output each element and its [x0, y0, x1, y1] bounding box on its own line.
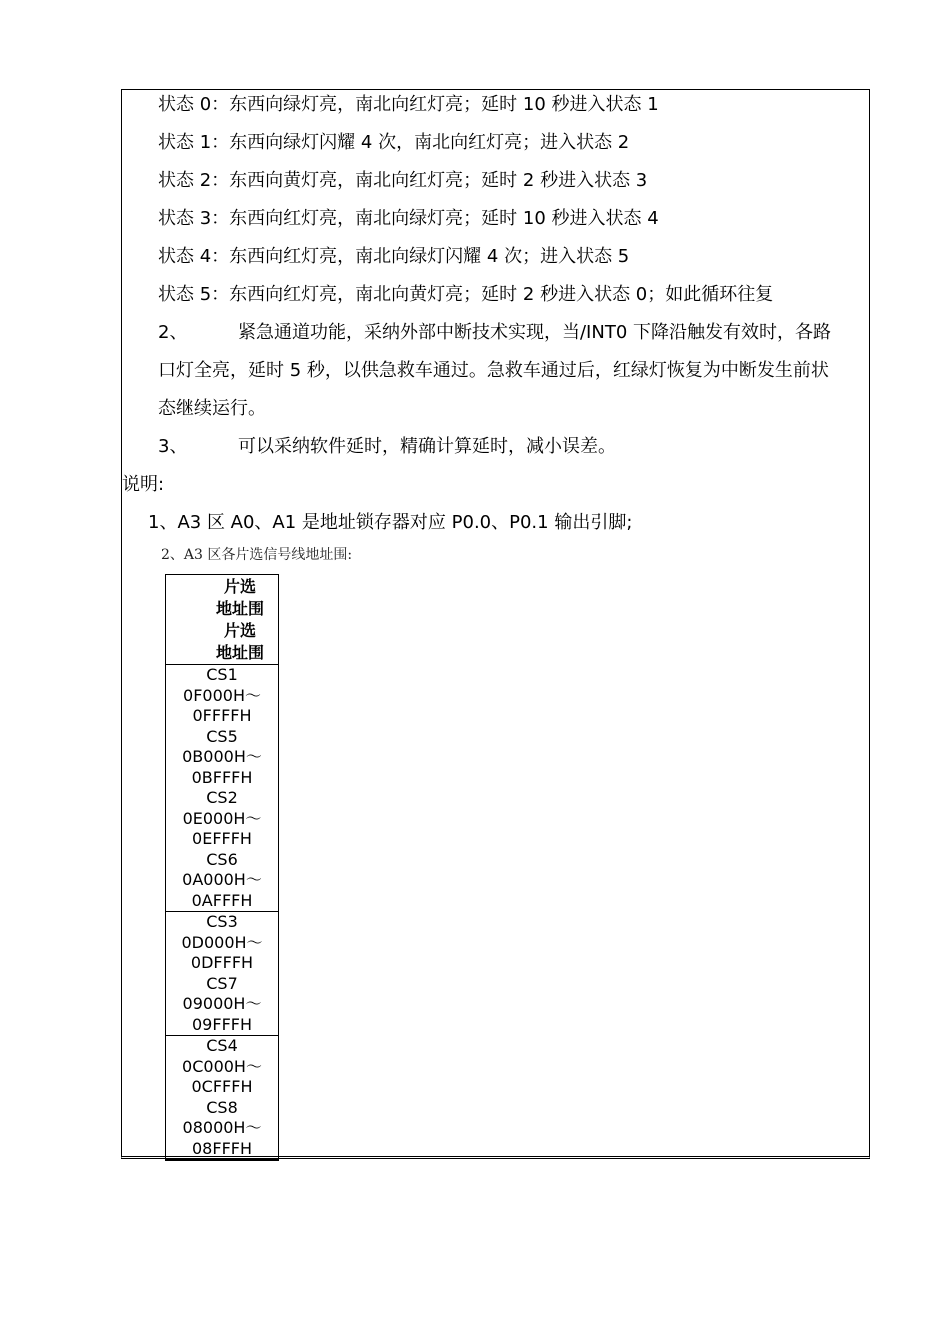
item-3-number: 3、 [158, 436, 188, 457]
table-cell [166, 912, 278, 1036]
header-chip-select: 片选 [224, 577, 257, 596]
cell-text: CS1 [206, 665, 238, 684]
cell-text: 09000H～ [182, 994, 262, 1013]
notes-heading: 说明: [122, 474, 165, 495]
cell-text: CS5 [206, 726, 238, 746]
cell-text: 08FFFH [192, 1138, 252, 1158]
cell-text: 0EFFFH [192, 829, 252, 848]
cell-text: 0DFFFH [190, 953, 254, 972]
table-cell [166, 665, 278, 912]
cell-text: CS2 [206, 788, 238, 807]
item-2-line-3: 态继续运行。 [158, 398, 266, 419]
cell-text: CS7 [206, 973, 238, 993]
cell-text: 0BFFFH [191, 767, 253, 787]
state-0-line: 状态 0：东西向绿灯亮，南北向红灯亮；延时 10 秒进入状态 1 [158, 94, 659, 115]
header-chip-select-2: 片选 [224, 621, 257, 640]
note-1: 1、A3 区 A0、A1 是地址锁存器对应 P0.0、P0.1 输出引脚; [148, 512, 633, 533]
item-3-text: 可以采纳软件延时，精确计算延时，减小误差。 [238, 436, 616, 457]
item-2-line-1: 紧急通道功能，采纳外部中断技术实现，当/INT0 下降沿触发有效时，各路 [238, 322, 832, 343]
note-2: 2、A3 区各片选信号线地址围: [161, 547, 353, 563]
cell-text: 0E000H～ [182, 808, 262, 828]
state-2-line: 状态 2：东西向黄灯亮，南北向红灯亮；延时 2 秒进入状态 3 [158, 170, 648, 191]
cell-text: 0D000H～ [181, 932, 263, 952]
cell-text: 08000H～ [182, 1118, 262, 1137]
state-3-line: 状态 3：东西向红灯亮，南北向绿灯亮；延时 10 秒进入状态 4 [158, 208, 659, 229]
cell-text: 0CFFFH [191, 1077, 253, 1096]
cell-text: 09FFFH [192, 1014, 252, 1034]
cell-text: 0F000H～ [183, 685, 261, 705]
header-address-range: 地址围 [216, 599, 265, 618]
item-2-line-2: 口灯全亮，延时 5 秒，以供急救车通过。急救车通过后，红绿灯恢复为中断发生前状 [158, 360, 829, 381]
address-table [165, 574, 279, 1161]
state-4-line: 状态 4：东西向红灯亮，南北向绿灯闪耀 4 次；进入状态 5 [158, 246, 630, 267]
cell-text: 0B000H～ [182, 747, 262, 766]
table-header [166, 575, 278, 665]
cell-text: 0FFFFH [192, 706, 252, 725]
item-2-number: 2、 [158, 322, 188, 343]
cell-text: CS6 [206, 849, 238, 869]
state-5-line: 状态 5：东西向红灯亮，南北向黄灯亮；延时 2 秒进入状态 0；如此循环往复 [158, 284, 774, 305]
header-address-range-2: 地址围 [216, 643, 265, 662]
table-cell [166, 1036, 278, 1159]
cell-text: 0A000H～ [182, 870, 262, 889]
cell-text: 0C000H～ [182, 1056, 262, 1076]
state-1-line: 状态 1：东西向绿灯闪耀 4 次，南北向红灯亮；进入状态 2 [158, 132, 630, 153]
cell-text: CS4 [206, 1036, 238, 1055]
cell-text: CS3 [206, 912, 238, 931]
cell-text: 0AFFFH [191, 890, 253, 910]
cell-text: CS8 [206, 1097, 238, 1117]
